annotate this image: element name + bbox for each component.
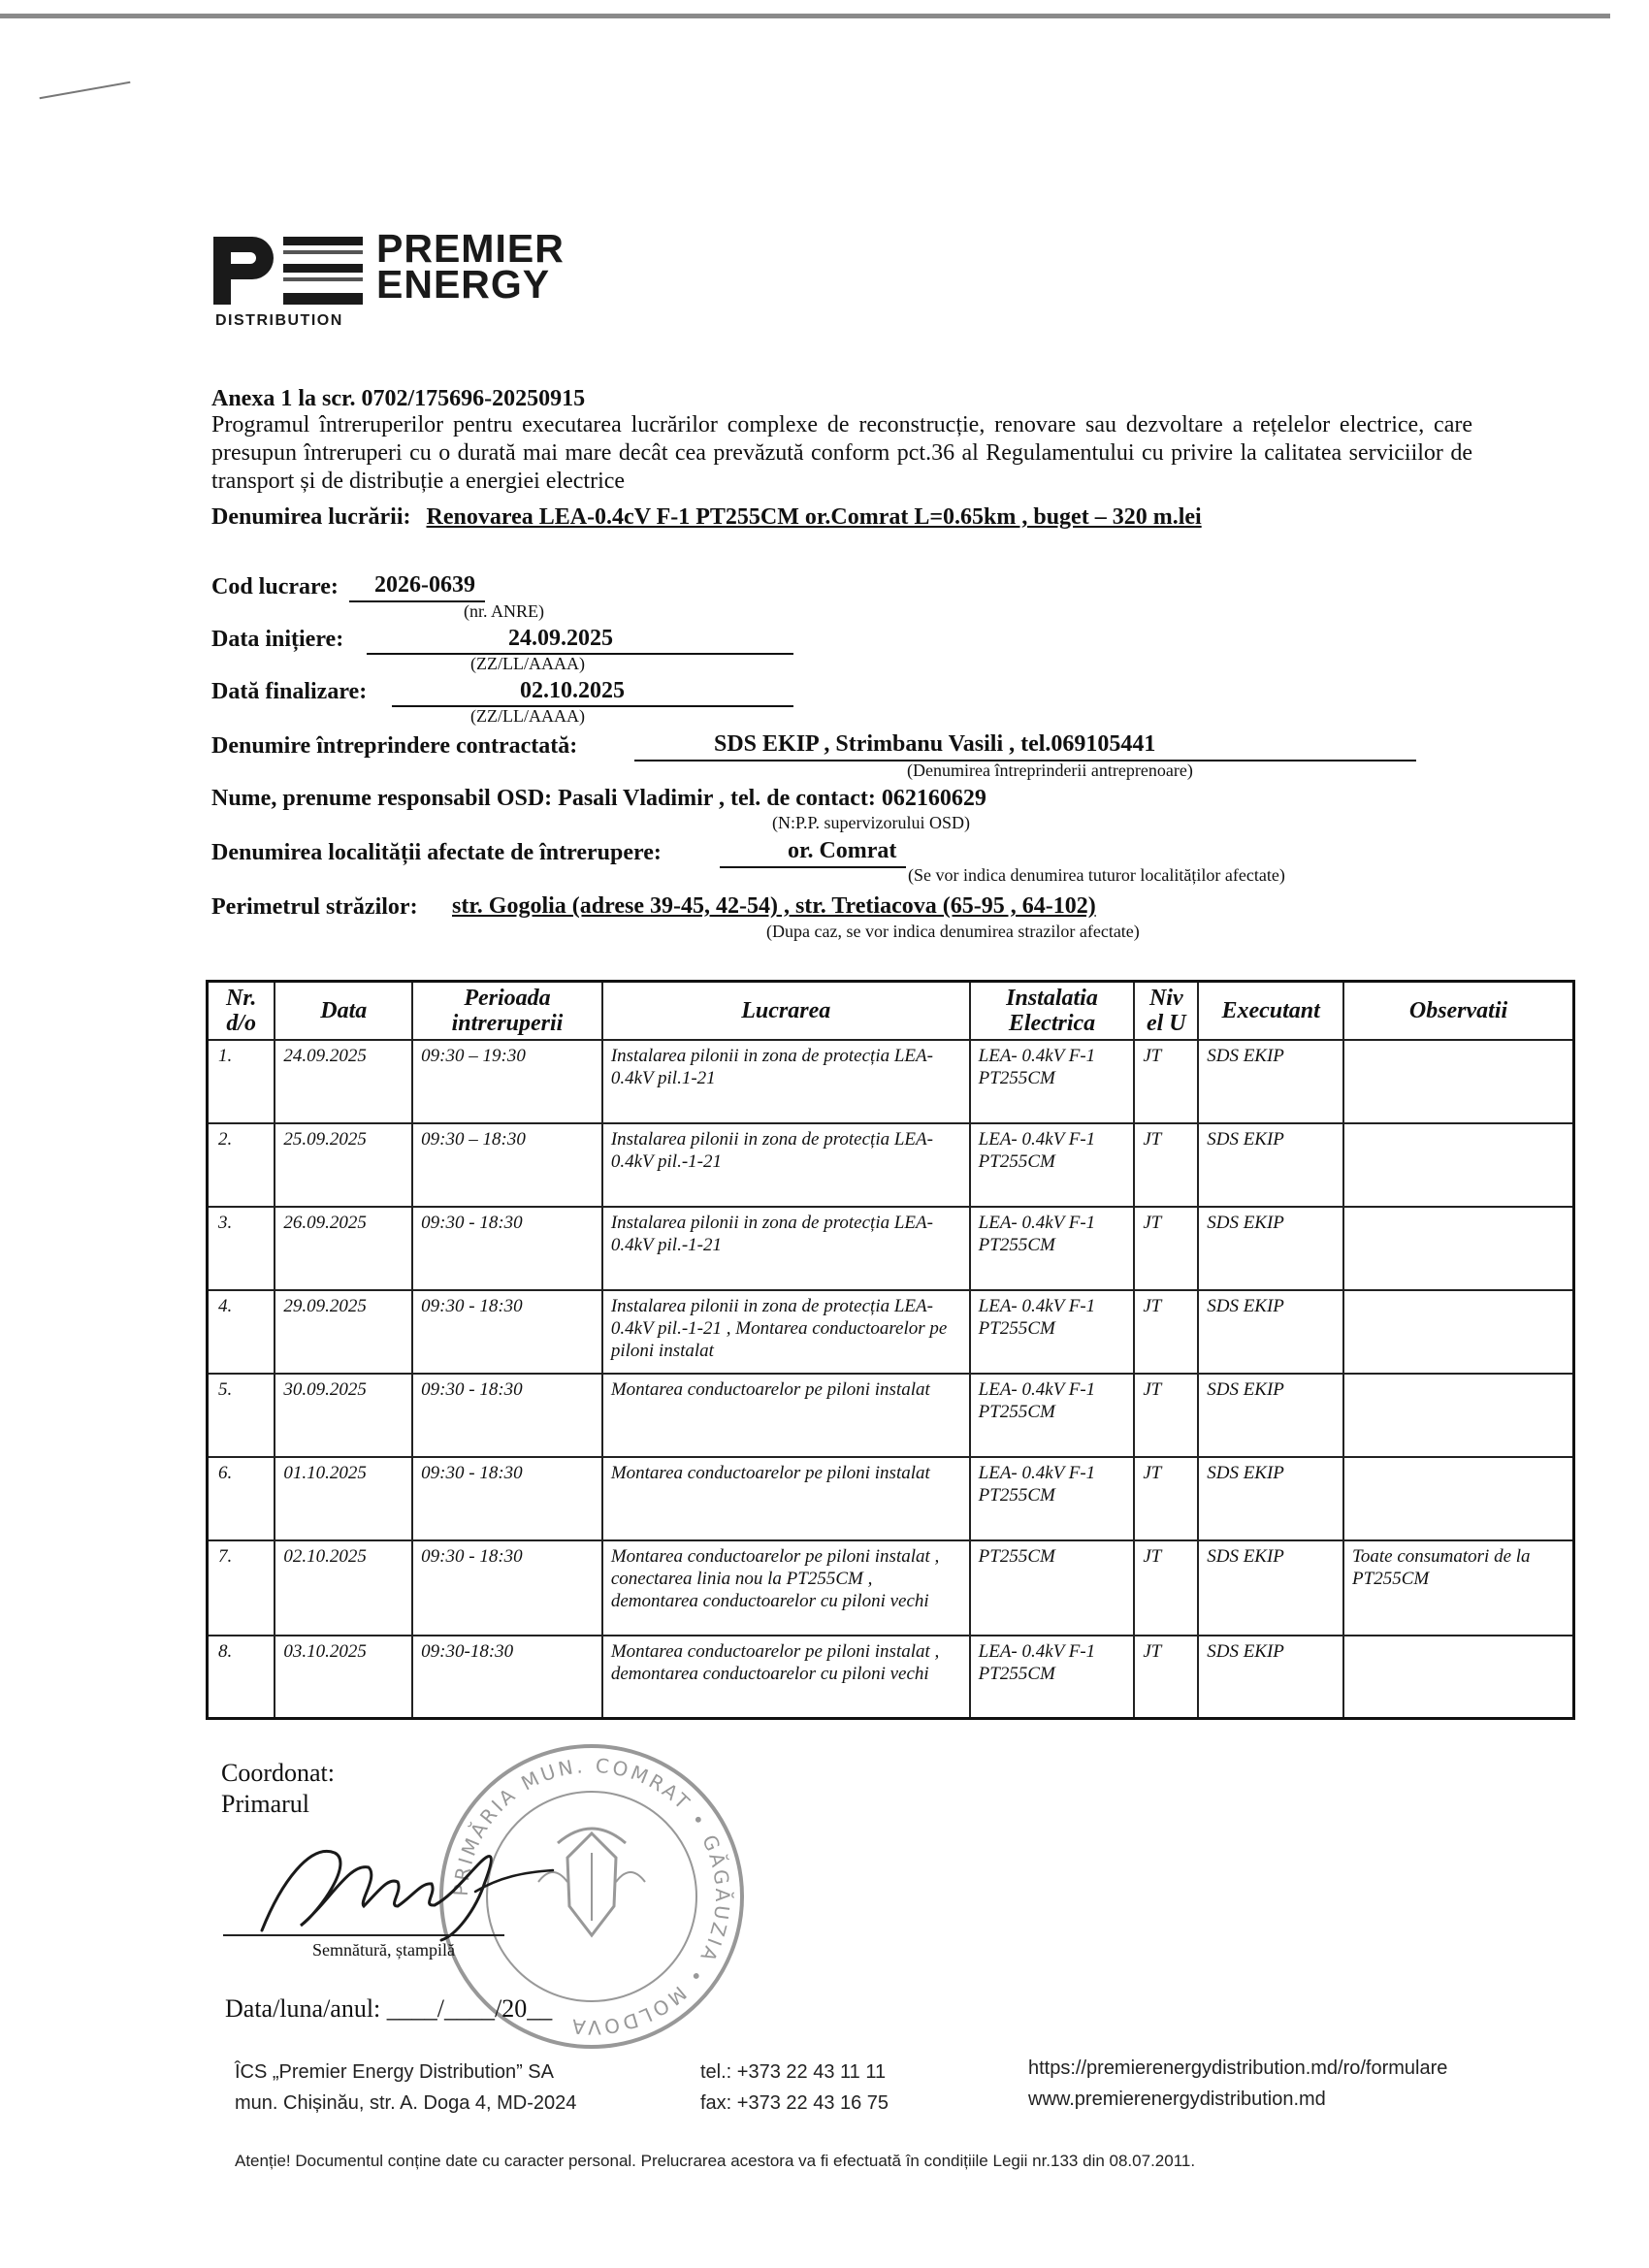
cell-data: 24.09.2025 bbox=[275, 1040, 412, 1123]
cell-niv: JT bbox=[1134, 1207, 1198, 1290]
handwritten-signature-icon bbox=[242, 1824, 563, 1950]
osd-responsible: Nume, prenume responsabil OSD: Pasali Vladimir , tel. de contact: 062160629 bbox=[211, 786, 986, 811]
start-date-label: Data inițiere: bbox=[211, 627, 344, 652]
cell-lucrarea: Instalarea pilonii in zona de protecția LEA-0.4kV pil.-1-21 , Montarea conductoarelor pe piloni instalat bbox=[602, 1290, 970, 1374]
cell-perioada: 09:30 - 18:30 bbox=[412, 1457, 602, 1540]
cell-observatii bbox=[1343, 1457, 1573, 1540]
cell-niv: JT bbox=[1134, 1374, 1198, 1457]
cell-nr: 3. bbox=[208, 1207, 275, 1290]
col-header-perioada: Perioada intreruperii bbox=[412, 982, 602, 1040]
cell-perioada: 09:30 – 19:30 bbox=[412, 1040, 602, 1123]
col-header-niv: Niv el U bbox=[1134, 982, 1198, 1040]
logo-word-energy: ENERGY bbox=[376, 262, 551, 307]
cell-data: 01.10.2025 bbox=[275, 1457, 412, 1540]
cell-nr: 5. bbox=[208, 1374, 275, 1457]
table-header-row bbox=[208, 982, 1574, 1040]
contractor-label: Denumire întreprindere contractată: bbox=[211, 733, 578, 759]
signature-line bbox=[223, 1934, 504, 1936]
cell-nr: 7. bbox=[208, 1540, 275, 1636]
cell-data: 30.09.2025 bbox=[275, 1374, 412, 1457]
logo-wordmark bbox=[376, 226, 565, 307]
cell-perioada: 09:30-18:30 bbox=[412, 1636, 602, 1719]
approval-block bbox=[221, 1758, 335, 1820]
end-date-value: 02.10.2025 bbox=[520, 678, 625, 703]
cod-hint: (nr. ANRE) bbox=[464, 601, 544, 621]
col-header-lucrarea: Lucrarea bbox=[602, 982, 970, 1040]
cell-observatii bbox=[1343, 1207, 1573, 1290]
contractor-hint: (Denumirea întreprinderii antreprenoare) bbox=[907, 761, 1193, 780]
footer-url-site[interactable]: www.premierenergydistribution.md bbox=[1028, 2089, 1326, 2110]
footer-address: mun. Chișinău, str. A. Doga 4, MD-2024 bbox=[235, 2092, 577, 2114]
logo-word-premier: PREMIER bbox=[376, 226, 565, 271]
cell-instalatia: LEA- 0.4kV F-1 PT255CM bbox=[970, 1123, 1135, 1207]
col-header-instalatia: Instalatia Electrica bbox=[970, 982, 1135, 1040]
end-date-label: Dată finalizare: bbox=[211, 679, 368, 704]
table-row bbox=[208, 1290, 1574, 1374]
table-row bbox=[208, 1207, 1574, 1290]
locality-label: Denumirea localității afectate de întrerupere: bbox=[211, 840, 662, 865]
cell-lucrarea: Montarea conductoarelor pe piloni instalat bbox=[602, 1374, 970, 1457]
date-field bbox=[225, 1994, 552, 2024]
col-header-observatii: Observatii bbox=[1343, 982, 1573, 1040]
cell-observatii: Toate consumatori de la PT255CM bbox=[1343, 1540, 1573, 1636]
cod-value: 2026-0639 bbox=[374, 572, 475, 598]
cell-perioada: 09:30 - 18:30 bbox=[412, 1290, 602, 1374]
cell-instalatia: LEA- 0.4kV F-1 PT255CM bbox=[970, 1290, 1135, 1374]
cell-executant: SDS EKIP bbox=[1198, 1123, 1343, 1207]
cell-nr: 2. bbox=[208, 1123, 275, 1207]
cell-perioada: 09:30 - 18:30 bbox=[412, 1540, 602, 1636]
work-name-label: Denumirea lucrării: bbox=[211, 504, 411, 530]
cell-nr: 1. bbox=[208, 1040, 275, 1123]
cell-instalatia: LEA- 0.4kV F-1 PT255CM bbox=[970, 1636, 1135, 1719]
locality-hint: (Se vor indica denumirea tuturor localităților afectate) bbox=[908, 865, 1285, 885]
cell-nr: 6. bbox=[208, 1457, 275, 1540]
footer-contact-block bbox=[700, 2057, 889, 2119]
locality-underline bbox=[720, 866, 906, 868]
footer-company-block bbox=[235, 2057, 576, 2119]
contractor-value: SDS EKIP , Strimbanu Vasili , tel.069105441 bbox=[714, 731, 1156, 757]
privacy-notice: Atenție! Documentul conține date cu caracter personal. Prelucrarea acestora va fi efectuată în condițiile Legii nr.133 din 08.07.2011. bbox=[235, 2152, 1196, 2170]
approval-coordonat: Coordonat: bbox=[221, 1759, 335, 1787]
cell-executant: SDS EKIP bbox=[1198, 1374, 1343, 1457]
cell-instalatia: LEA- 0.4kV F-1 PT255CM bbox=[970, 1207, 1135, 1290]
cell-executant: SDS EKIP bbox=[1198, 1636, 1343, 1719]
company-logo bbox=[211, 226, 619, 338]
pen-mark bbox=[40, 81, 131, 99]
cell-observatii bbox=[1343, 1290, 1573, 1374]
table-row bbox=[208, 1040, 1574, 1123]
cell-executant: SDS EKIP bbox=[1198, 1540, 1343, 1636]
cell-perioada: 09:30 - 18:30 bbox=[412, 1207, 602, 1290]
table-row bbox=[208, 1123, 1574, 1207]
stamp-ring-text: PRIMĂRIA MUN. COMRAT • GĂGĂUZIA • MOLDOVA bbox=[448, 1753, 735, 2040]
col-header-executant: Executant bbox=[1198, 982, 1343, 1040]
date-blank: ____/____/20__ bbox=[386, 1994, 553, 2023]
footer-fax: fax: +373 22 43 16 75 bbox=[700, 2092, 889, 2114]
footer-url-forms[interactable]: https://premierenergydistribution.md/ro/formulare bbox=[1028, 2057, 1448, 2079]
footer-tel: tel.: +373 22 43 11 11 bbox=[700, 2061, 887, 2083]
cell-observatii bbox=[1343, 1123, 1573, 1207]
cell-executant: SDS EKIP bbox=[1198, 1207, 1343, 1290]
streets-label: Perimetrul străzilor: bbox=[211, 894, 418, 920]
work-name-value: Renovarea LEA-0.4cV F-1 PT255CM or.Comrat L=0.65km , buget – 320 m.lei bbox=[426, 504, 1202, 530]
cell-perioada: 09:30 – 18:30 bbox=[412, 1123, 602, 1207]
end-date-hint: (ZZ/LL/AAAA) bbox=[470, 706, 585, 726]
footer-company: ÎCS „Premier Energy Distribution” SA bbox=[235, 2061, 554, 2083]
cell-instalatia: LEA- 0.4kV F-1 PT255CM bbox=[970, 1457, 1135, 1540]
cell-instalatia: LEA- 0.4kV F-1 PT255CM bbox=[970, 1374, 1135, 1457]
footer-links-block bbox=[1028, 2053, 1447, 2115]
cell-lucrarea: Montarea conductoarelor pe piloni instalat , conectarea linia nou la PT255CM , demontarea conductoarelor cu piloni vechi bbox=[602, 1540, 970, 1636]
approval-primarul: Primarul bbox=[221, 1790, 309, 1818]
col-header-nr: Nr. d/o bbox=[208, 982, 275, 1040]
cell-lucrarea: Instalarea pilonii in zona de protecția LEA-0.4kV pil.-1-21 bbox=[602, 1123, 970, 1207]
date-label: Data/luna/anul: bbox=[225, 1994, 381, 2023]
cod-label: Cod lucrare: bbox=[211, 574, 339, 599]
cell-data: 02.10.2025 bbox=[275, 1540, 412, 1636]
annex-reference: Anexa 1 la scr. 0702/175696-20250915 bbox=[211, 386, 586, 411]
cell-executant: SDS EKIP bbox=[1198, 1290, 1343, 1374]
col-header-data: Data bbox=[275, 982, 412, 1040]
streets-hint: (Dupa caz, se vor indica denumirea strazilor afectate) bbox=[766, 922, 1140, 941]
cell-niv: JT bbox=[1134, 1636, 1198, 1719]
start-date-hint: (ZZ/LL/AAAA) bbox=[470, 654, 585, 673]
cell-observatii bbox=[1343, 1636, 1573, 1719]
work-name-line bbox=[211, 504, 1202, 531]
cell-nr: 4. bbox=[208, 1290, 275, 1374]
table-row bbox=[208, 1374, 1574, 1457]
cell-observatii bbox=[1343, 1040, 1573, 1123]
interruption-schedule-table bbox=[206, 980, 1575, 1720]
signature-label: Semnătură, ștampilă bbox=[312, 1940, 455, 1960]
program-description: Programul întreruperilor pentru executarea lucrărilor complexe de reconstrucție, renovare sau dezvoltare a rețelelor electrice, care presupun întreruperi cu o durată mai mare decât cea prevăzută conform pct.36 al Regulamentului cu privire la calitatea serviciilor de transport și de distribuție a energiei electrice bbox=[211, 412, 1472, 494]
start-date-value: 24.09.2025 bbox=[508, 626, 613, 651]
table-row bbox=[208, 1636, 1574, 1719]
table-row bbox=[208, 1540, 1574, 1636]
cell-data: 26.09.2025 bbox=[275, 1207, 412, 1290]
streets-value: str. Gogolia (adrese 39-45, 42-54) , str. Tretiacova (65-95 , 64-102) bbox=[452, 893, 1096, 919]
cell-lucrarea: Instalarea pilonii in zona de protecția LEA-0.4kV pil.-1-21 bbox=[602, 1207, 970, 1290]
cell-lucrarea: Instalarea pilonii in zona de protecția LEA-0.4kV pil.1-21 bbox=[602, 1040, 970, 1123]
cell-perioada: 09:30 - 18:30 bbox=[412, 1374, 602, 1457]
table-row bbox=[208, 1457, 1574, 1540]
pe-logo-icon bbox=[211, 235, 372, 307]
locality-value: or. Comrat bbox=[788, 838, 897, 863]
cell-niv: JT bbox=[1134, 1540, 1198, 1636]
cell-niv: JT bbox=[1134, 1457, 1198, 1540]
osd-responsible-hint: (N:P.P. supervizorului OSD) bbox=[772, 813, 971, 832]
scan-edge-line bbox=[0, 14, 1610, 18]
cell-data: 03.10.2025 bbox=[275, 1636, 412, 1719]
cell-niv: JT bbox=[1134, 1123, 1198, 1207]
cell-instalatia: LEA- 0.4kV F-1 PT255CM bbox=[970, 1040, 1135, 1123]
end-date-underline bbox=[392, 705, 793, 707]
cell-data: 29.09.2025 bbox=[275, 1290, 412, 1374]
cell-data: 25.09.2025 bbox=[275, 1123, 412, 1207]
cell-nr: 8. bbox=[208, 1636, 275, 1719]
cell-observatii bbox=[1343, 1374, 1573, 1457]
cell-lucrarea: Montarea conductoarelor pe piloni instalat bbox=[602, 1457, 970, 1540]
cell-executant: SDS EKIP bbox=[1198, 1457, 1343, 1540]
cell-lucrarea: Montarea conductoarelor pe piloni instalat , demontarea conductoarelor cu piloni vechi bbox=[602, 1636, 970, 1719]
cell-niv: JT bbox=[1134, 1290, 1198, 1374]
logo-subtitle: DISTRIBUTION bbox=[215, 312, 343, 329]
cell-instalatia: PT255CM bbox=[970, 1540, 1135, 1636]
cell-executant: SDS EKIP bbox=[1198, 1040, 1343, 1123]
cell-niv: JT bbox=[1134, 1040, 1198, 1123]
